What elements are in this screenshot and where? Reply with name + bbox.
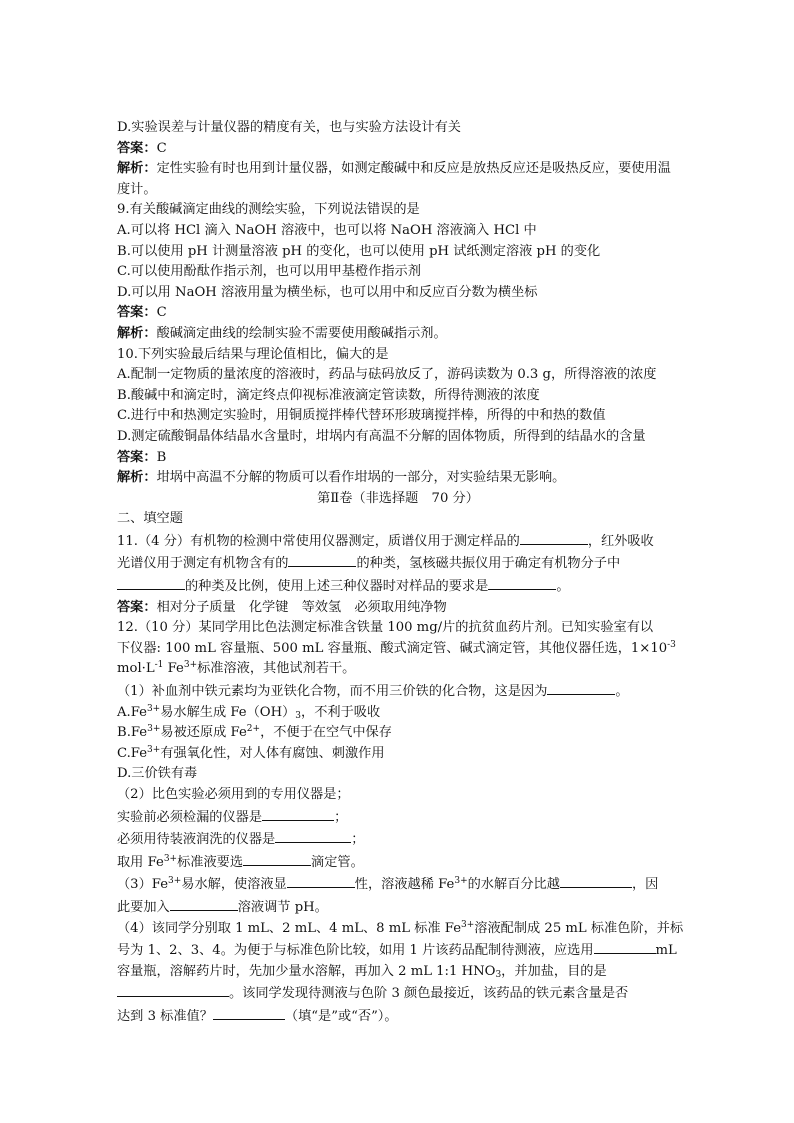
q12-intro-line-1: 12.（10 分）某同学用比色法测定标准含铁量 100 mg/片的抗贫血药片剂。已知实验室有以 xyxy=(117,620,654,636)
answer-blank[interactable] xyxy=(594,939,656,954)
q12-sub1-stem: （1）补血剂中铁元素均为亚铁化合物，而不用三价铁的化合物，这是因为 。 xyxy=(117,680,679,703)
answer-blank[interactable] xyxy=(560,873,632,888)
q11-line-3: 的种类及比例，使用上述三种仪器时对样品的要求是 。 xyxy=(117,575,679,598)
q12-sub3-line-2: 此要加入 溶液调节 pH。 xyxy=(117,896,679,919)
q8-answer xyxy=(117,139,679,160)
q12-intro-line-3: $mol\cdot L^{-1}$ $Fe^{3+}$标准溶液，其他试剂若干。 xyxy=(117,660,356,677)
analysis-label: 解析： xyxy=(117,161,157,177)
answer-value: B xyxy=(156,449,167,465)
answer-blank[interactable] xyxy=(170,896,238,911)
q10-option-a: A.配制一定物质的量浓度的溶液时，药品与砝码放反了，游码读数为 0.3 g，所得溶液的浓度 xyxy=(117,367,657,383)
q12-sub2-stem: （2）比色实验必须用到的专用仪器是； xyxy=(117,787,350,802)
answer-blank[interactable] xyxy=(488,575,556,590)
q12-sub2-line-3: 取用 $Fe^{3+}$标准液要选 滴定管。 xyxy=(117,851,679,874)
analysis-text: 定性实验有时也用到计量仪器，如测定酸碱中和反应是放热反应还是吸热反应，要使用温度计。 xyxy=(117,161,671,197)
answer-value: C xyxy=(156,305,167,321)
q12-sub4-line-5: 达到 3 标准值？ （填“是”或“否”）。 xyxy=(117,1005,679,1028)
q12-sub1-option-a: $A.Fe^{3+}$易水解生成 $Fe(OH)_3$，不利于吸收 xyxy=(117,703,381,721)
q11-line-1: 11.（4 分）有机物的检测中常使用仪器测定，质谱仪用于测定样品的 ，红外吸收 xyxy=(117,530,679,553)
q10-analysis xyxy=(117,468,679,489)
q12-sub2-line-1: 实验前必须检漏的仪器是 ； xyxy=(117,806,679,829)
answer-label: 答案： xyxy=(117,305,157,321)
part-two-title: 第Ⅱ卷（非选择题 70 分） xyxy=(317,490,479,506)
q11-answer xyxy=(117,598,679,619)
q10-stem: 10.下列实验最后结果与理论值相比，偏大的是 xyxy=(117,346,389,362)
q12-sub1-option-d: D.三价铁有毒 xyxy=(117,766,198,782)
q10-option-b: B.酸碱中和滴定时，滴定终点仰视标准液滴定管读数，所得待测液的浓度 xyxy=(117,387,540,403)
answer-value: 相对分子质量 化学键 等效氢 必须取用纯净物 xyxy=(156,599,447,615)
analysis-label: 解析： xyxy=(117,470,157,486)
q12-sub4-line-4: 。该同学发现待测液与色阶 3 颜色最接近，该药品的铁元素含量是否 xyxy=(117,982,679,1005)
q9-answer xyxy=(117,303,679,324)
answer-blank[interactable] xyxy=(117,982,229,997)
answer-blank[interactable] xyxy=(520,530,588,545)
q12-sub1-option-b: $B.Fe^{3+}$易被还原成 $Fe^{2+}$，不便于在空气中保存 xyxy=(117,724,392,741)
q9-option-c: C.可以使用酚酞作指示剂，也可以用甲基橙作指示剂 xyxy=(117,264,421,280)
page-content xyxy=(117,118,684,1028)
answer-blank[interactable] xyxy=(287,873,355,888)
analysis-text: 坩埚中高温不分解的物质可以看作坩埚的一部分，对实验结果无影响。 xyxy=(156,470,566,486)
answer-blank[interactable] xyxy=(213,1005,285,1020)
answer-blank[interactable] xyxy=(288,552,356,567)
q12-sub4-line-3: 容量瓶，溶解药片时，先加少量水溶解，再加入 2 mL 1:1 $HNO_3$，并加盐，目的是 xyxy=(117,963,607,980)
answer-blank[interactable] xyxy=(117,575,185,590)
answer-label: 答案： xyxy=(117,140,157,156)
q10-answer xyxy=(117,448,679,469)
q11-line-2: 光谱仪用于测定有机物含有的 的种类，氢核磁共振仪用于确定有机物分子中 xyxy=(117,552,679,575)
q12-sub1-option-c: $C.Fe^{3+}$有强氧化性，对人体有腐蚀、刺激作用 xyxy=(117,744,385,761)
answer-blank[interactable] xyxy=(275,828,351,843)
analysis-label: 解析： xyxy=(117,325,157,341)
section-heading: 二、填空题 xyxy=(117,511,183,527)
analysis-text: 酸碱滴定曲线的绘制实验不需要使用酸碱指示剂。 xyxy=(156,325,447,341)
q9-option-a: A.可以将 HCl 滴入 NaOH 溶液中，也可以将 NaOH 溶液滴入 HCl 中 xyxy=(117,222,537,238)
q12-sub3-line-1: $(3)Fe^{3+}$易水解，使溶液显 性，溶液越稀 $Fe^{3+}$的水解百分比越 ，因 xyxy=(117,873,679,896)
q10-option-d: D.测定硫酸铜晶体结晶水含量时，坩埚内有高温不分解的固体物质，所得到的结晶水的含量 xyxy=(117,428,646,444)
answer-value: C xyxy=(156,140,167,156)
q12-sub4-line-2: 号为 1、2、3、4。为便于与标准色阶比较，如用 1 片该药品配制待测液，应选用 mL xyxy=(117,939,679,962)
answer-blank[interactable] xyxy=(547,680,615,695)
q12-intro-line-2: 下仪器: 100 mL 容量瓶、500 mL 容量瓶、酸式滴定管、碱式滴定管，其他仪器任选，$1\times 10^{-3}$ xyxy=(117,639,676,656)
q12-sub2-line-2: 必须用待装液润洗的仪器是 ； xyxy=(117,828,679,851)
q8-analysis xyxy=(117,159,679,200)
answer-blank[interactable] xyxy=(262,806,334,821)
q8-option-d: D.实验误差与计量仪器的精度有关，也与实验方法设计有关 xyxy=(117,120,461,135)
q9-stem: 9.有关酸碱滴定曲线的测绘实验，下列说法错误的是 xyxy=(117,202,420,218)
q9-option-d: D.可以用 NaOH 溶液用量为横坐标，也可以用中和反应百分数为横坐标 xyxy=(117,284,538,300)
answer-label: 答案： xyxy=(117,449,157,465)
q9-analysis xyxy=(117,324,679,345)
q12-sub4-line-1: （4）该同学分别取 1 mL、2 mL、4 mL、8 mL 标准 $Fe^{3+}$溶液配制成 25 mL 标准色阶，并标 xyxy=(117,919,684,936)
answer-blank[interactable] xyxy=(243,851,311,866)
q10-option-c: C.进行中和热测定实验时，用铜质搅拌棒代替环形玻璃搅拌棒，所得的中和热的数值 xyxy=(117,408,606,424)
answer-label: 答案： xyxy=(117,599,157,615)
q9-option-b: B.可以使用 pH 计测量溶液 pH 的变化，也可以使用 pH 试纸测定溶液 pH 的变化 xyxy=(117,243,601,259)
